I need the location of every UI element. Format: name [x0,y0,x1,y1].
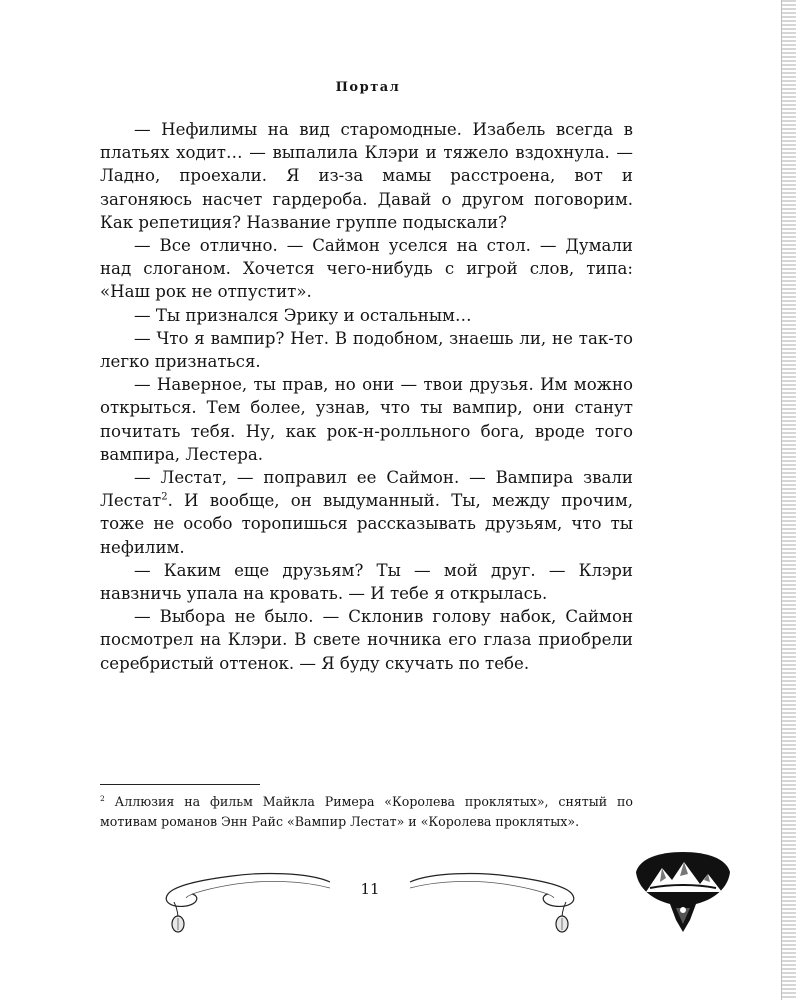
running-title: Портал [335,80,401,95]
footnote-divider [100,784,260,785]
paragraph: — Выбора не было. — Склонив голову набок, Саймон посмотрел на Клэри. В свете ночника его глаза приобрели серебристый оттенок. — Я буду скучать по тебе. [100,607,633,673]
footnote-reference: 2 [161,491,168,503]
footnote-text: Аллюзия на фильм Майкла Римера «Королева проклятых», снятый по мотивам романов Энн Райс «Вампир Лестат» и «Королева проклятых». [100,794,633,829]
paragraph: — Все отлично. — Саймон уселся на стол. — Думали над слоганом. Хочется чего-нибудь с игрой слов, типа: «Наш рок не отпустит». [100,236,633,302]
body-text [100,118,633,675]
ornament-left-icon [160,868,340,934]
mountain-emblem-icon [630,848,736,934]
ornament-right-icon [400,868,580,934]
paragraph: — Что я вампир? Нет. В подобном, знаешь ли, не так-то легко признаться. [100,328,633,372]
paragraph: — Каким еще друзьям? Ты — мой друг. — Клэри навзничь упала на кровать. — И тебе я открылась. [100,560,633,604]
paragraph: — Ты признался Эрику и остальным… [134,305,472,325]
paragraph-with-footnote [100,466,633,559]
paragraph: — Нефилимы на вид старомодные. Изабель всегда в платьях ходит… — выпалила Клэри и тяжело вздохнула. — Ладно, проехали. Я из-за мамы расстроена, вот и загоняюсь насчет гардероба. Давай о другом поговорим. Как репетиция? Название группе подыскали? [100,120,633,232]
paragraph: — Наверное, ты прав, но они — твои друзья. Им можно открыться. Тем более, узнав, что ты вампир, они станут почитать тебя. Ну, как рок-н-ролльного бога, вроде того вампира, Лестера. [100,375,633,464]
page-edge-border [781,0,796,1000]
paragraph-text: . И вообще, он выдуманный. Ты, между прочим, тоже не особо торопишься рассказывать друзьям, что ты нефилим. [100,491,633,557]
page-number: 11 [360,880,380,898]
footnote [100,792,633,832]
paragraph-text: — Лестат, — поправил ее Саймон. — Вампира звали Лестат [100,468,633,511]
footnote-marker: 2 [100,793,105,803]
